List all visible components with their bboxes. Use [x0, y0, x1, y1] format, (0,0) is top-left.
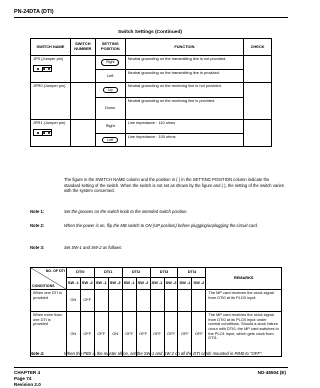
setting-cell: OFF [80, 312, 94, 357]
switch-header: SW -1 [66, 278, 80, 290]
standard-setting-paragraph: The figure in the SWITCH NAME column and the position in ( ) in the SETTING POSITION column indicate the standard setting of the switch. When the switch is not set as shown by the figure and ( ), the setting of the switch varies with the system concerned. [64, 177, 284, 194]
note-4: Note 4: When the PBX is the master office, set the SW-1 and SW-2 on all the DTI cards mounted in PIM0 to "OFF". [30, 351, 263, 356]
setting-cell [178, 290, 192, 312]
function-cell: Neutral grounding on the receiving line is not provided. [125, 83, 243, 98]
switch-header: SW -2 [80, 278, 94, 290]
condition-cell: When one DTI is provided [31, 290, 67, 312]
jumper-icon [33, 129, 52, 136]
setting-cell: OFF [164, 312, 178, 357]
col-switch-number: SWITCH NUMBER [70, 39, 95, 56]
col-switch-name: SWITCH NAME [31, 39, 71, 56]
switch-header: SW -2 [192, 278, 206, 290]
setting-cell: ON [66, 312, 80, 357]
setting-cell [150, 290, 164, 312]
setting-cell: ON [66, 290, 80, 312]
switch-header: SW -1 [122, 278, 136, 290]
setting-cell: OFF [136, 312, 150, 357]
setting-position-cell: Left [95, 70, 125, 83]
switch-header: SW -2 [136, 278, 150, 290]
switch-number-cell [70, 56, 95, 83]
page-header: PN-24DTA (DTI) [14, 9, 54, 15]
note-1: Note 1: Set the grooves on the switch knob to the intended switch position. [30, 209, 188, 214]
group-dti2: DTI2 [122, 268, 150, 278]
check-cell [244, 83, 272, 120]
standard-setting: Left [102, 137, 118, 143]
setting-cell: OFF [178, 312, 192, 357]
remark-cell: The MP card receives the clock signal from DTI0 at its PLO0 input. [206, 290, 282, 312]
standard-setting: Right [101, 59, 119, 65]
table-title: Switch Settings (Continued) [118, 30, 182, 35]
note-2: Note 2: When the power is on, flip the MB switch to ON (UP position) before plugging/unplugging the circuit card. [30, 223, 258, 228]
setting-cell: OFF [80, 290, 94, 312]
function-cell: Neutral grounding on the receiving line is provided. [125, 98, 243, 120]
condition-cell: When more than one DTI is provided [31, 312, 67, 357]
group-dti3: DTI3 [150, 268, 178, 278]
switch-jps [31, 56, 71, 83]
check-cell [244, 120, 272, 147]
switch-header: SW -1 [94, 278, 108, 290]
function-cell: Line impedance : 110 ohms [125, 120, 243, 134]
switch-name-label: JPR1 (Jumper pin) [33, 120, 66, 125]
setting-cell: OFF [94, 312, 108, 357]
check-cell [244, 56, 272, 83]
switch-number-cell [70, 83, 95, 120]
function-cell: Line impedance : 100 ohms [125, 134, 243, 147]
group-dti0: DTI0 [66, 268, 94, 278]
function-cell: Neutral grounding on the transmitting line is not provided. [125, 56, 243, 70]
setting-position-cell [95, 56, 125, 70]
corner-header: NO. OF DTI CONDITIONS [32, 269, 65, 288]
setting-cell [164, 290, 178, 312]
col-check: CHECK [244, 39, 272, 56]
switch-header: SW -1 [178, 278, 192, 290]
remark-cell: The MP card receives the clock signal from DTI0 at its PLO0 input under normal conditions. Should a clock failure occur with DTI0, the MP card switches to the PLO1 input, which gets clock from DTI1. [206, 312, 282, 357]
setting-cell: ON [108, 312, 122, 357]
setting-position-cell [95, 134, 125, 147]
revision-label: Revision 2.0 [14, 381, 41, 387]
note-3: Note 3: Set SW-1 and SW-2 as follows: [30, 245, 123, 250]
switch-number-cell [70, 120, 95, 147]
setting-position-cell: Right [95, 120, 125, 134]
switch-name-label: JPR0 (Jumper pin) [33, 83, 66, 88]
standard-setting: Up [103, 87, 118, 93]
function-cell: Neutral grounding on the transmitting line is provided. [125, 70, 243, 83]
switch-jpr1 [31, 120, 71, 147]
col-remarks: REMARKS [206, 268, 282, 290]
switch-settings-table [30, 38, 272, 147]
setting-cell [136, 290, 150, 312]
switch-header: SW -1 [150, 278, 164, 290]
page-label: Page 74 [14, 375, 32, 381]
setting-cell: OFF [150, 312, 164, 357]
footer-rule [14, 367, 288, 368]
dti-switch-table [30, 267, 282, 357]
chapter-label: CHAPTER 4 [14, 370, 41, 375]
switch-header: SW -2 [164, 278, 178, 290]
switch-name-label: JPS (Jumper pin) [33, 56, 64, 61]
group-dti4: DTI4 [178, 268, 206, 278]
jumper-icon [33, 65, 52, 72]
col-function: FUNCTION [125, 39, 243, 56]
header-rule [14, 17, 288, 18]
setting-cell: OFF [192, 312, 206, 357]
switch-jpr0 [31, 83, 71, 120]
document-number: ND-45504 (E) [257, 370, 286, 375]
group-dti1: DTI1 [94, 268, 122, 278]
setting-cell [122, 290, 136, 312]
setting-cell: OFF [122, 312, 136, 357]
footer-left [14, 370, 41, 388]
switch-header: SW -2 [108, 278, 122, 290]
setting-position-cell [95, 83, 125, 98]
setting-position-cell: Down [95, 98, 125, 120]
setting-cell [108, 290, 122, 312]
setting-cell [192, 290, 206, 312]
setting-cell [94, 290, 108, 312]
col-setting-position: SETTING POSITION [95, 39, 125, 56]
